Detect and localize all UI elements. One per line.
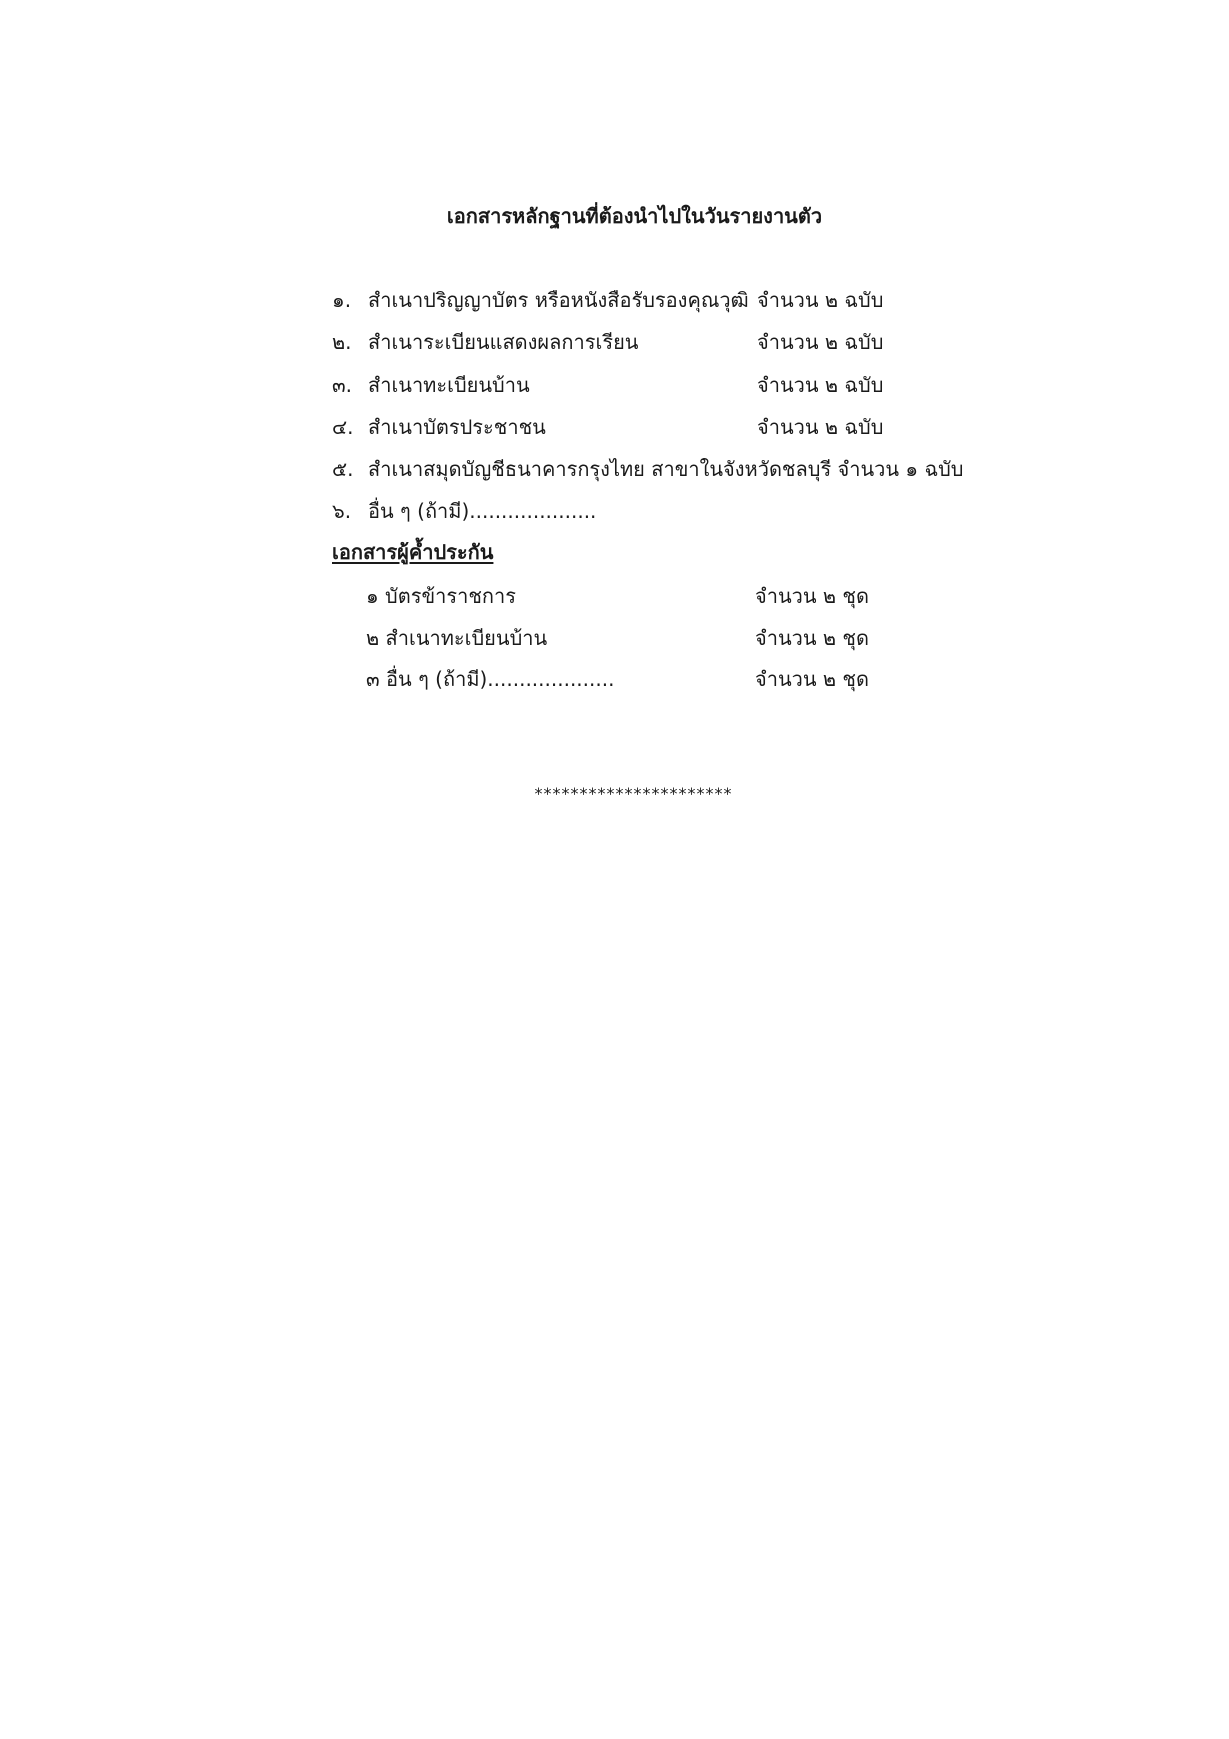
- document-title: เอกสารหลักฐานที่ต้องนำไปในวันรายงานตัว: [446, 204, 823, 228]
- guarantor-item-text: ๑ บัตรข้าราชการ: [366, 584, 517, 608]
- item-text: สำเนาทะเบียนบ้าน: [368, 373, 530, 397]
- item-number: ๒.: [332, 330, 352, 354]
- item-number: ๓.: [332, 373, 353, 397]
- guarantor-item-text: ๓ อื่น ๆ (ถ้ามี)....................: [366, 667, 615, 691]
- item-quantity: จำนวน ๒ ฉบับ: [757, 415, 884, 439]
- guarantor-item-quantity: จำนวน ๒ ชุด: [755, 626, 869, 650]
- item-quantity: จำนวน ๒ ฉบับ: [757, 330, 884, 354]
- item-quantity: จำนวน ๒ ฉบับ: [757, 373, 884, 397]
- item-quantity: จำนวน ๒ ฉบับ: [757, 288, 884, 312]
- item-text: สำเนาสมุดบัญชีธนาคารกรุงไทย สาขาในจังหวัดชลบุรี จำนวน ๑ ฉบับ: [368, 457, 964, 481]
- item-text: สำเนาระเบียนแสดงผลการเรียน: [368, 330, 639, 354]
- item-text: สำเนาบัตรประชาชน: [368, 415, 546, 439]
- item-number: ๕.: [332, 457, 354, 481]
- item-number: ๔.: [332, 415, 354, 439]
- guarantor-item-quantity: จำนวน ๒ ชุด: [755, 584, 869, 608]
- end-divider: **********************: [534, 784, 733, 803]
- guarantor-heading: เอกสารผู้ค้ำประกัน: [332, 540, 494, 564]
- item-number: ๖.: [332, 499, 352, 523]
- item-text: สำเนาปริญญาบัตร หรือหนังสือรับรองคุณวุฒิ: [368, 288, 749, 312]
- guarantor-item-text: ๒ สำเนาทะเบียนบ้าน: [366, 626, 548, 650]
- item-number: ๑.: [332, 288, 352, 312]
- guarantor-item-quantity: จำนวน ๒ ชุด: [755, 667, 869, 691]
- item-text: อื่น ๆ (ถ้ามี)....................: [368, 499, 597, 523]
